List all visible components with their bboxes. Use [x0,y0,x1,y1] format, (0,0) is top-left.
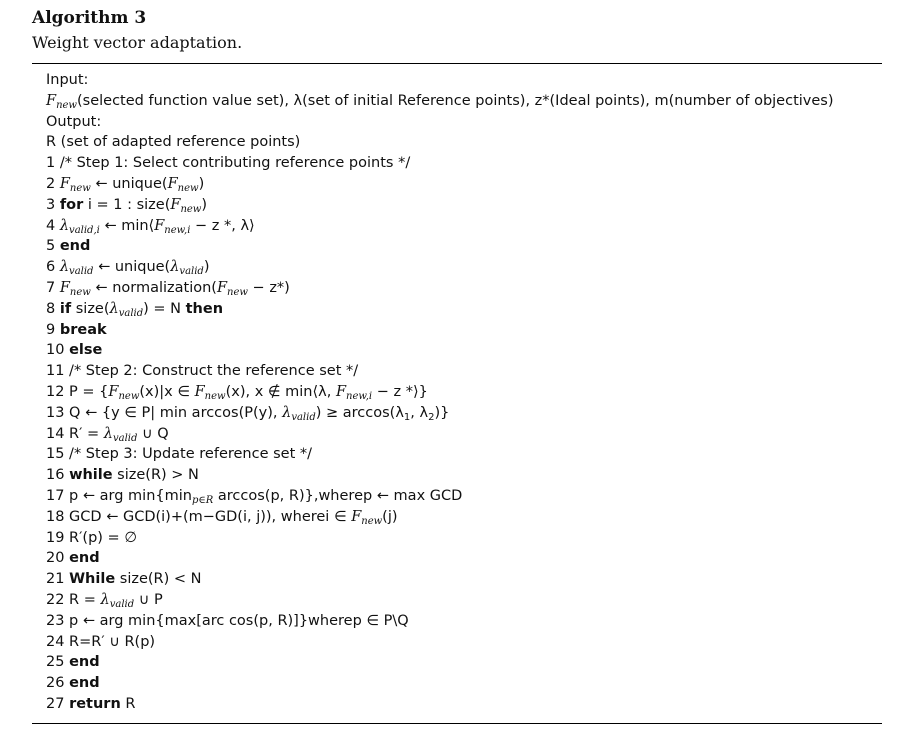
algorithm-line: 8 if $size(\lambda_{valid}) = N$ then [46,300,224,319]
algorithm-line: 16 while size(R) > N [46,467,199,484]
algorithm-line: 9 break [46,321,107,338]
algorithm-line: 3 for i = 1 : $size(F_{new})$ [46,196,208,215]
algorithm-line: 19 R′(p) = ∅ [46,529,137,546]
algorithm-line: 1 /* Step 1: Select contributing reference points */ [46,155,411,172]
algorithm-line: 23 p ← arg min{max[arc cos(p, R)]}wherep ∈ P\Q [46,612,409,629]
algorithm-line: 13 Q ← {y ∈ P| min arccos(P(y), $\lambda_{valid}) \ge \arccos(\lambda_1$, $\lambda_2$)} [46,404,450,423]
algorithm-line: 26 end [46,675,100,692]
top-rule [32,63,882,64]
algorithm-line: 21 While size(R) < N [46,571,202,588]
algorithm-line: R (set of adapted reference points) [46,134,301,151]
algorithm-line: 5 end [46,238,91,255]
algorithm-line: Input: [46,72,89,88]
algorithm-line: 10 else [46,342,103,359]
algorithm-caption: Weight vector adaptation. [32,33,243,52]
algorithm-line: 7 $F_{new}$ ← $normalization(F_{new} - z*)$ [46,279,290,298]
bottom-rule [32,723,882,724]
algorithm-line: 27 return R [46,695,136,712]
algorithm-line: 4 $\lambda_{valid,i}$ ← $\min⟨F_{new,i} - z$ *, λ⟩ [46,217,255,236]
algorithm-line: $F_{new}(selected$ function value set), λ(set of initial Reference points), z*(Ideal points), m(number of objectives) [46,92,834,111]
algorithm-line: 20 end [46,550,100,567]
algorithm-line: 6 $\lambda_{valid}$ ← $unique(\lambda_{valid})$ [46,259,210,278]
algorithm-line: 2 $F_{new}$ ← $unique(F_{new})$ [46,175,205,194]
algorithm-line: 22 $R = \lambda_{valid}$ ∪ P [46,591,163,610]
algorithm-line: 14 $R' = \lambda_{valid}$ ∪ Q [46,425,169,444]
algorithm-line: 24 R=R′ ∪ R(p) [46,633,156,650]
algorithm-title: Algorithm 3 [32,8,147,28]
algorithm-line: 12 $P = \{F_{new}(x)|x$ ∈ $F_{new}(x)$, x ∉ min⟨λ, $F_{new,i} - z$ *⟩} [46,383,428,402]
algorithm-line: 15 /* Step 3: Update reference set */ [46,446,313,463]
algorithm-line: 25 end [46,654,100,671]
algorithm-line: 11 /* Step 2: Construct the reference set */ [46,363,359,380]
algorithm-line: 17 p ← arg $\min\{\min_{p\in R}$ arccos(p, R)},wherep ← max GCD [46,487,463,506]
algorithm-line: 18 GCD ← GCD(i)+(m−GD(i, j)), wherei ∈ $F_{new}(j)$ [46,508,398,527]
algorithm-line: Output: [46,113,102,130]
algorithm-body [46,70,882,715]
